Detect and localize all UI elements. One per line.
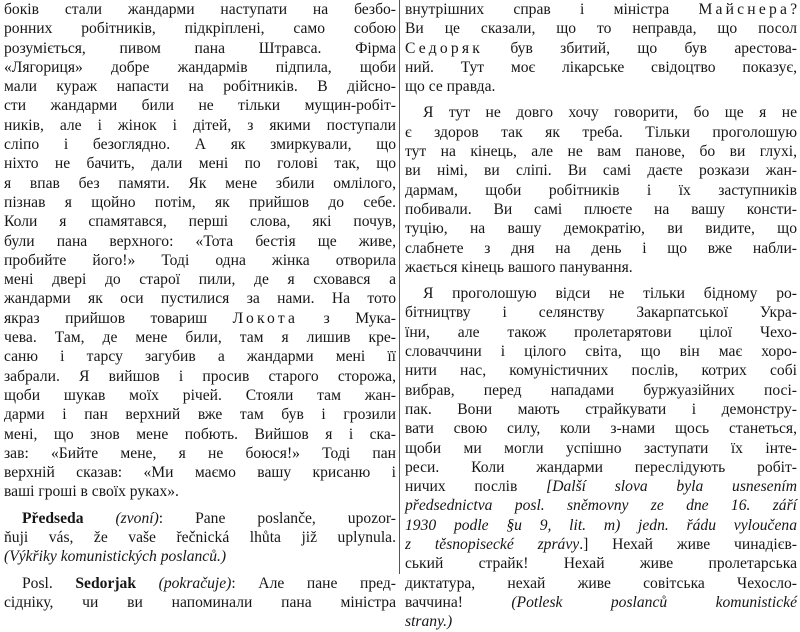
text-line: щоби ми могли успішно заступати їх інте- <box>405 439 797 457</box>
text-line: z těsnopisecké zprávy.] Нехай живе чинадієв- <box>405 536 797 554</box>
minister-name: Майснера <box>698 1 791 18</box>
text-line: побивали. Ви самі плюєте на вашу консти- <box>405 200 797 218</box>
text-line: ронних робітників, підкріплені, само собою <box>4 20 396 38</box>
text-line: ний. Тут моє лікарське свідоцтво показує, <box>405 58 797 76</box>
text-line: ський страйк! Нехай живе пролетарська <box>405 555 797 573</box>
text-line: що се правда. <box>405 78 496 96</box>
text-line: боків стали жандарми наступати на безбо- <box>4 1 396 18</box>
text-line: щоби шукав моїх річей. Стояли там жан- <box>4 386 396 404</box>
text-line: сліпо і безоглядно. А як змиркували, що <box>4 136 396 154</box>
text-line: «Лягориця» добре жандармів підпила, щоби <box>4 58 396 76</box>
speech-paragraph-2 <box>405 103 797 277</box>
speech-paragraph-3 <box>405 284 797 477</box>
text-line: верхній сказав: «Ми маємо вашу крисаню і <box>4 464 396 482</box>
text-line: пізнав я щойно потім, як прийшов до себе. <box>4 193 396 211</box>
text-line: якраз прийшов товариш Локота з Мука- <box>4 309 396 327</box>
text-line: Я тут не довго хочу говорити, бо ще я не <box>423 104 797 122</box>
text-line: тут на кінець, але не вам панове, бо ви глухі, <box>405 143 797 161</box>
text-line: туцію, на вашу демократію, ви видите, що <box>405 220 797 238</box>
applause-note: (Potlesk poslanců komunistické <box>511 593 797 611</box>
text-line: їни, але також пролетарятови цілої Чехо- <box>405 323 797 341</box>
text-line: вибрав, перед нападами буржуазійних посі- <box>405 381 797 399</box>
speech-paragraph-rest <box>405 58 797 97</box>
text-line: дарми і пан верхний вже там був і грозили <box>4 406 396 424</box>
text-line: ви німі, ви сліпі. Ви самі даєте розкази жан- <box>405 162 797 180</box>
text-line: розуміється, пивом пана Штравса. Фірма <box>4 39 396 57</box>
speaker-resumes-line: Posl. Sedorjak (pokračuje): Але пане пред- <box>22 574 396 592</box>
text-line: мені двері до старої пили, де я сховався а <box>4 271 396 289</box>
right-column <box>405 0 797 632</box>
text-line: жандарми як оси пустилися за нами. На тото <box>4 290 396 308</box>
text-line: Я проголошую відси не тільки бідному ро- <box>423 285 797 303</box>
text-line: ників, але і жінок і дітей, з якими поступали <box>4 116 396 134</box>
text-line: 1930 podle §u 9, lit. m) jedn. řádu vyloučena <box>405 516 797 534</box>
text-line: саню і тарсу загубив а жандарми мені її <box>4 348 396 366</box>
redaction-note-lines <box>405 496 797 535</box>
text-line: ваччина! (Potlesk poslanců komunistické <box>405 593 797 611</box>
text-line: Седоряк був збитий, що був арестова- <box>405 39 797 57</box>
text-line: вати свою силу, коли з-нами щось станеться, <box>405 420 797 438</box>
text-line: забрали. Я вийшов і просив старого сторожа, <box>4 367 396 385</box>
text-line: мали кураж напасти на робітників. В дійсно- <box>4 78 396 96</box>
text-line: були пана верхного: «Тота бестія ще живе, <box>4 232 396 250</box>
speaker-label: Sedorjak <box>75 574 137 592</box>
deputy-name: Седоряк <box>405 39 483 57</box>
text-line: бітництву і селянству Закарпатської Укра- <box>405 304 797 322</box>
chair-remark-line: Předseda (zvoní): Pane poslanče, upozor- <box>22 509 396 527</box>
text-line <box>405 612 797 631</box>
text-line: сідніку, чи ви напоминали пана міністра <box>4 593 396 611</box>
text-line: є здоров так як треба. Тільки проголошую <box>405 123 797 141</box>
text-line: жається кінець вашого панування. <box>405 258 633 276</box>
text-line: зав: «Бийте мене, я не боюся!» Тоді пан <box>4 444 396 462</box>
text-line: нити нас, комуністичних послів, котрих собі <box>405 362 797 380</box>
text-line: сти жандарми били не тільки мущин-робіт- <box>4 97 396 115</box>
text-line: ваші гроші в своїх руках». <box>4 483 179 501</box>
redaction-note: [Další slova byla usnesením <box>546 478 797 496</box>
text-line: я впав без памяти. Як мене збили омлілого, <box>4 174 396 192</box>
speech-paragraph-continued <box>4 0 396 309</box>
interjection-note: (Výkřiky komunistických poslanců.) <box>4 548 227 566</box>
applause-note-end: strany.) <box>405 613 453 631</box>
text-line: словаччини і цілого світа, що він має хоро- <box>405 343 797 361</box>
text-line: пробийте його!» Тоді одна жінка отворила <box>4 251 396 269</box>
text-line: ніхто не бачить, дали мені по голові так, що <box>4 155 396 173</box>
text-line: Ви це сказали, що то неправда, що посол <box>405 20 797 38</box>
text-line: мені, що знов мене побють. Вийшов я і ска- <box>4 425 396 443</box>
column-divider <box>399 0 400 574</box>
text-line: слабнете з дня на день і що вже набли- <box>405 239 797 257</box>
speech-paragraph-continued-rest <box>4 328 396 502</box>
left-column <box>4 0 396 612</box>
speaker-name-lokota: Локота <box>232 309 299 327</box>
text-line: předsednictva posl. sněmovny ze dne 16. září <box>405 497 797 515</box>
text-line: диктатура, нехай живе совітська Чехосло- <box>405 574 797 592</box>
text-line: внутрішних справ і міністра Майснера? <box>405 1 797 18</box>
text-line: Коли я спамятався, перші слова, які почув, <box>4 213 396 231</box>
text-line: дармам, щоби робітників і їх заступників <box>405 181 797 199</box>
chair-action: (zvoní) <box>83 509 159 527</box>
text-line: пак. Вони мають страйкувати і демонстру- <box>405 400 797 418</box>
text-line: ňuji vás, že vaše řečnická lhůta již uplynula. <box>4 529 396 547</box>
chair-label: Předseda <box>22 509 84 527</box>
redaction-note-end: z těsnopisecké zprávy <box>405 536 580 554</box>
text-line: реси. Коли жандарми переслідують робіт- <box>405 458 797 476</box>
speaker-action: (pokračuje) <box>136 574 232 592</box>
text-line: чева. Там, де мене били, там я лишив кре- <box>4 329 396 347</box>
text-line: ничих послів [Další slova byla usnesením <box>405 478 797 496</box>
